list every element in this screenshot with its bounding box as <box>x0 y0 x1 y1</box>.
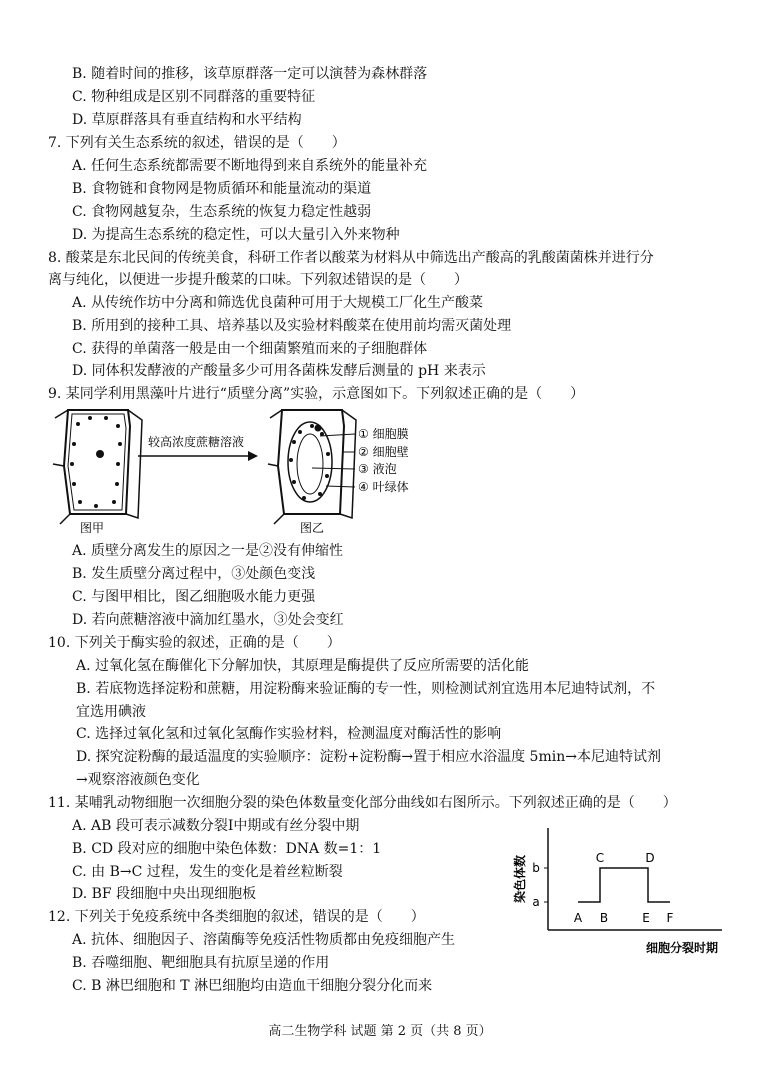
legend-vacuole: ③ 液泡 <box>358 462 397 476</box>
q10-option-b: B. 若底物选择淀粉和蔗糖，用淀粉酶来验证酶的专一性，则检测试剂宜选用本尼迪特试剂，不 <box>76 681 656 697</box>
q11-option-c: C. 由 B→C 过程，发生的变化是着丝粒断裂 <box>72 864 343 880</box>
q10-option-a: A. 过氧化氢在酶催化下分解加快，其原理是酶提供了反应所需要的活化能 <box>76 658 530 674</box>
label-yi: 图乙 <box>299 521 325 535</box>
q8-option-d: D. 同体积发酵液的产酸量多少可用各菌株发酵后测量的 pH 来表示 <box>72 363 486 379</box>
q9-option-a: A. 质壁分离发生的原因之一是②没有伸缩性 <box>72 543 344 559</box>
y-tick-label-a: a <box>532 895 540 909</box>
legend-chloroplast: ④ 叶绿体 <box>358 480 409 494</box>
q8-option-a: A. 从传统作坊中分离和筛选优良菌种可用于大规模工厂化生产酸菜 <box>72 295 484 311</box>
point-label-A: A <box>573 911 583 925</box>
q11-option-a: A. AB 段可表示减数分裂Ⅰ中期或有丝分裂中期 <box>72 818 360 834</box>
point-label-B: B <box>599 911 609 925</box>
q8-option-b: B. 所用到的接种工具、培养基以及实验材料酸菜在使用前均需灭菌处理 <box>72 318 512 334</box>
q10-option-b-cont: 宜选用碘液 <box>76 704 146 720</box>
q7-option-b: B. 食物链和食物网是物质循环和能量流动的渠道 <box>72 181 372 197</box>
legend-cell-membrane: ① 细胞膜 <box>358 427 409 441</box>
q7-option-a: A. 任何生态系统都需要不断地得到来自系统外的能量补充 <box>72 158 428 174</box>
q9-stem: 9. 某同学利用黑藻叶片进行“质壁分离”实验，示意图如下。下列叙述正确的是（ ） <box>48 386 585 402</box>
q6-option-d: D. 草原群落具有垂直结构和水平结构 <box>72 112 302 128</box>
x-axis-label: 细胞分裂时期 <box>645 941 719 955</box>
point-label-C: C <box>595 851 605 865</box>
q10-stem: 10. 下列关于酶实验的叙述，正确的是（ ） <box>48 635 341 651</box>
q7-stem: 7. 下列有关生态系统的叙述，错误的是（ ） <box>48 135 346 151</box>
y-axis-label: 染色体数 <box>513 854 527 904</box>
q6-option-b: B. 随着时间的推移，该草原群落一定可以演替为森林群落 <box>72 66 428 82</box>
chromosome-count-line <box>578 868 670 902</box>
q7-option-c: C. 食物网越复杂，生态系统的恢复力稳定性越弱 <box>72 204 372 220</box>
q12-option-c: C. B 淋巴细胞和 T 淋巴细胞均由造血干细胞分裂分化而来 <box>72 978 433 994</box>
transfer-arrow <box>138 451 258 461</box>
q8-stem-cont: 离与纯化，以便进一步提升酸菜的口味。下列叙述错误的是（ ） <box>48 272 468 288</box>
page-footer: 高二生物学科 试题 第 2 页（共 8 页） <box>268 1024 492 1039</box>
arrow-label: 较高浓度蔗糖溶液 <box>147 435 245 449</box>
legend-cell-wall: ② 细胞壁 <box>358 445 409 459</box>
q10-option-c: C. 选择过氧化氢和过氧化氢酶作实验材料，检测温度对酶活性的影响 <box>76 726 502 742</box>
plasmolysis-figure <box>50 406 470 538</box>
cell-jia <box>53 410 142 524</box>
q10-option-d-cont: →观察溶液颜色变化 <box>76 772 200 788</box>
q7-option-d: D. 为提高生态系统的稳定性，可以大量引入外来物种 <box>72 227 400 243</box>
q9-option-b: B. 发生质壁分离过程中，③处颜色变浅 <box>72 566 316 582</box>
q10-option-d: D. 探究淀粉酶的最适温度的实验顺序：淀粉+淀粉酶→置于相应水浴温度 5min→本尼迪特试剂 <box>76 749 661 765</box>
cell-yi <box>268 410 356 524</box>
chromosome-count-chart <box>508 824 734 960</box>
q9-option-c: C. 与图甲相比，图乙细胞吸水能力更强 <box>72 589 316 605</box>
q8-stem: 8. 酸菜是东北民间的传统美食，科研工作者以酸菜为材料从中筛选出产酸高的乳酸菌菌株并进行分 <box>48 250 654 266</box>
q11-stem: 11. 某哺乳动物细胞一次细胞分裂的染色体数量变化部分曲线如右图所示。下列叙述正确的是（ ） <box>48 795 677 811</box>
q6-option-c: C. 物种组成是区别不同群落的重要特征 <box>72 89 316 105</box>
q8-option-c: C. 获得的单菌落一般是由一个细菌繁殖而来的子细胞群体 <box>72 341 428 357</box>
y-tick-label-b: b <box>532 861 540 875</box>
point-label-F: F <box>666 911 674 925</box>
point-label-E: E <box>642 911 650 925</box>
point-label-D: D <box>645 851 655 865</box>
q9-option-d: D. 若向蔗糖溶液中滴加红墨水，③处会变红 <box>72 612 344 628</box>
q12-stem: 12. 下列关于免疫系统中各类细胞的叙述，错误的是（ ） <box>48 909 425 925</box>
q11-option-b: B. CD 段对应的细胞中染色体数：DNA 数=1：1 <box>72 841 382 857</box>
label-jia: 图甲 <box>79 521 105 535</box>
q12-option-a: A. 抗体、细胞因子、溶菌酶等免疫活性物质都由免疫细胞产生 <box>72 932 456 948</box>
q12-option-b: B. 吞噬细胞、靶细胞具有抗原呈递的作用 <box>72 955 330 971</box>
q11-option-d: D. BF 段细胞中央出现细胞板 <box>72 886 257 902</box>
